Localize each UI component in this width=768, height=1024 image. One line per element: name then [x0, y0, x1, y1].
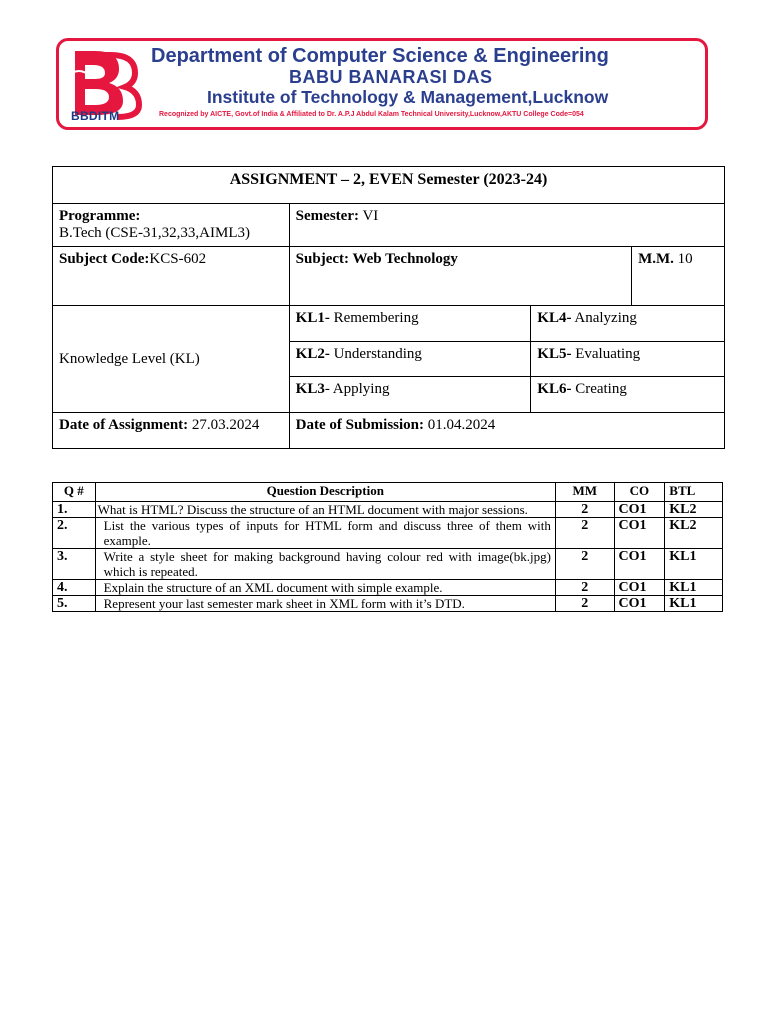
subject-code-value: KCS-602	[149, 251, 207, 267]
question-description: Represent your last semester mark sheet in XML form with it’s DTD.	[95, 596, 555, 612]
question-description: Explain the structure of an XML document with simple example.	[95, 580, 555, 596]
dos-label: Date of Submission:	[295, 417, 425, 433]
question-btl: KL2	[665, 502, 723, 518]
question-mm: 2	[555, 502, 614, 518]
kl2-name: Understanding	[329, 346, 422, 362]
question-mm: 2	[555, 518, 614, 549]
semester-label: Semester:	[295, 208, 359, 224]
kl3-name: - Applying	[324, 381, 390, 397]
question-number: 1.	[53, 502, 96, 518]
kl5-name: Evaluating	[571, 346, 641, 362]
date-of-submission-cell	[289, 413, 724, 449]
table-row	[53, 580, 723, 596]
question-number: 2.	[53, 518, 96, 549]
question-description: Write a style sheet for making background having colour red with image(bk.jpg) which is repeated.	[95, 549, 555, 580]
knowledge-level-label: Knowledge Level (KL)	[53, 306, 290, 413]
question-co: CO1	[614, 596, 665, 612]
question-co: CO1	[614, 580, 665, 596]
semester-cell	[289, 204, 724, 247]
kl1-name: Remembering	[329, 310, 419, 326]
kl1-cell	[289, 306, 531, 342]
question-mm: 2	[555, 580, 614, 596]
programme-cell	[53, 204, 290, 247]
question-number: 4.	[53, 580, 96, 596]
question-btl: KL1	[665, 596, 723, 612]
column-header: BTL	[665, 483, 723, 502]
question-number: 5.	[53, 596, 96, 612]
kl5-code: KL5-	[537, 346, 572, 362]
question-mm: 2	[555, 549, 614, 580]
column-header: Q #	[53, 483, 96, 502]
column-header: MM	[555, 483, 614, 502]
question-btl: KL2	[665, 518, 723, 549]
subject-label: Subject: Web Technology	[295, 251, 458, 267]
table-row	[53, 518, 723, 549]
column-header: Question Description	[95, 483, 555, 502]
institute-banner	[56, 38, 708, 130]
subject-code-cell	[53, 247, 290, 306]
programme-label: Programme:	[59, 208, 141, 224]
column-header: CO	[614, 483, 665, 502]
kl6-name: Creating	[571, 381, 627, 397]
kl4-cell	[531, 306, 725, 342]
question-mm: 2	[555, 596, 614, 612]
assignment-title: ASSIGNMENT – 2, EVEN Semester (2023-24)	[53, 167, 725, 204]
questions-table	[52, 482, 723, 612]
dos-value: 01.04.2024	[424, 417, 496, 433]
institute-name: Institute of Technology & Management,Lucknow	[207, 87, 609, 107]
kl2-cell	[289, 342, 531, 377]
question-btl: KL1	[665, 580, 723, 596]
logo-text: BBDITM	[71, 109, 120, 123]
college-name: BABU BANARASI DAS	[289, 67, 493, 87]
kl3-code: KL3	[295, 381, 325, 397]
question-number: 3.	[53, 549, 96, 580]
question-co: CO1	[614, 518, 665, 549]
max-marks-cell	[632, 247, 725, 306]
question-description: What is HTML? Discuss the structure of an HTML document with major sessions.	[95, 502, 555, 518]
doa-label: Date of Assignment:	[59, 417, 189, 433]
table-row	[53, 596, 723, 612]
date-of-assignment-cell	[53, 413, 290, 449]
programme-value: B.Tech (CSE-31,32,33,AIML3)	[59, 225, 251, 241]
kl6-code: KL6-	[537, 381, 572, 397]
kl2-code: KL2-	[295, 346, 330, 362]
question-btl: KL1	[665, 549, 723, 580]
department-name: Department of Computer Science & Engineering	[151, 45, 609, 67]
assignment-info-table	[52, 166, 725, 449]
kl5-cell	[531, 342, 725, 377]
kl4-name: Analyzing	[571, 310, 637, 326]
kl4-code: KL4-	[537, 310, 572, 326]
mm-label: M.M.	[638, 251, 674, 267]
semester-value: VI	[358, 208, 379, 224]
kl3-cell	[289, 377, 531, 413]
doa-value: 27.03.2024	[188, 417, 260, 433]
mm-value: 10	[673, 251, 693, 267]
subject-code-label: Subject Code:	[59, 251, 150, 267]
question-description: List the various types of inputs for HTML form and discuss three of them with example.	[95, 518, 555, 549]
subject-cell	[289, 247, 631, 306]
kl6-cell	[531, 377, 725, 413]
table-row	[53, 549, 723, 580]
recognition-note: Recognized by AICTE, Govt.of India & Affiliated to Dr. A.P.J Abdul Kalam Technical University,Lucknow,AKTU College Code=054	[159, 111, 584, 118]
table-row	[53, 502, 723, 518]
question-co: CO1	[614, 549, 665, 580]
question-co: CO1	[614, 502, 665, 518]
kl1-code: KL1-	[295, 310, 330, 326]
